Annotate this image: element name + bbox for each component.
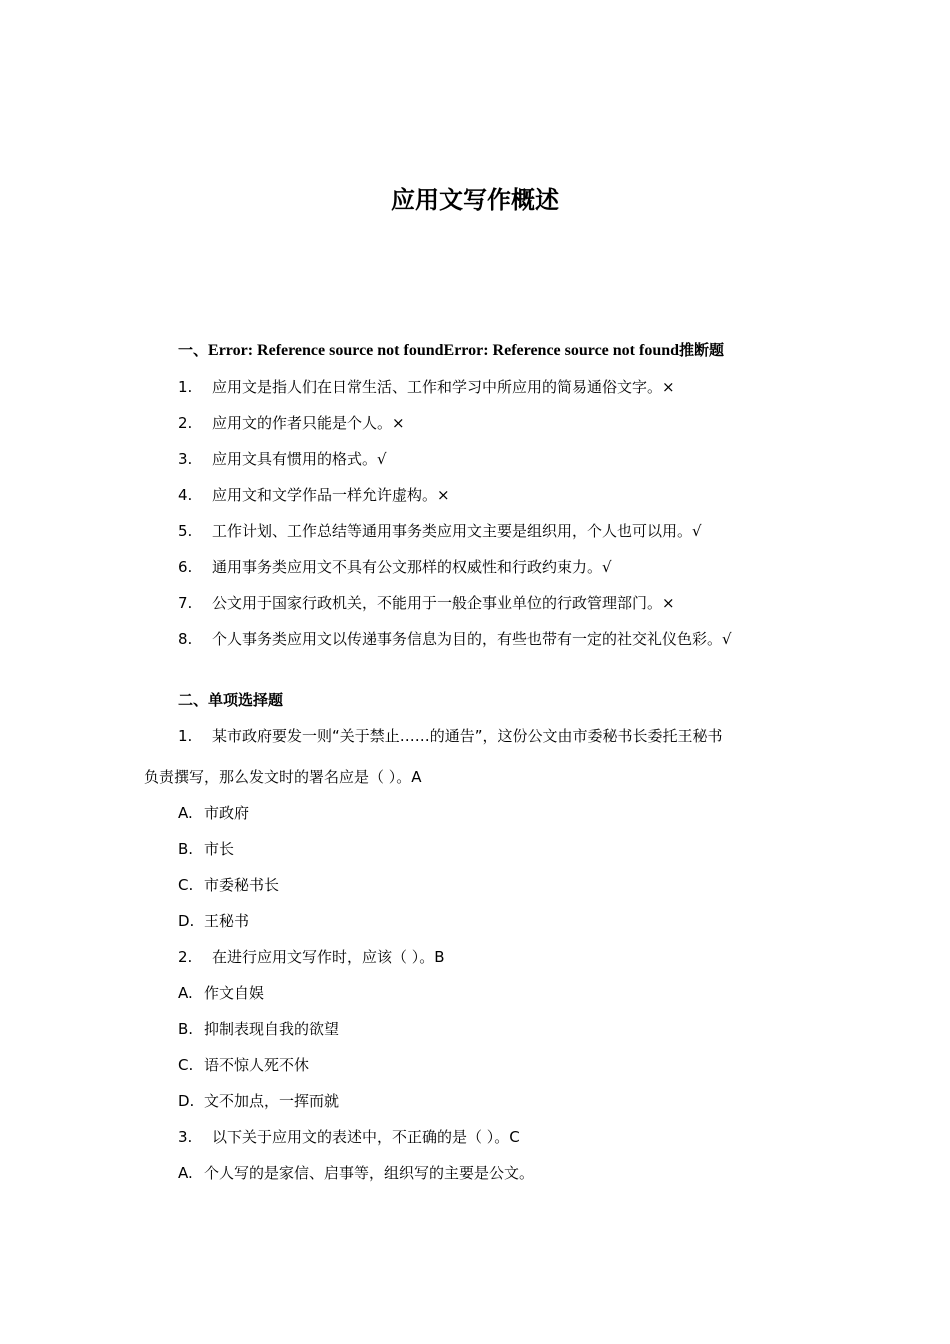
section1-prefix: 一、 [178,341,209,359]
option-item [178,838,234,860]
question-number: 3. [178,1128,193,1146]
list-item [178,484,450,506]
item-number: 1. [178,378,193,396]
question-number: 2. [178,948,193,966]
option-text: 个人写的是家信、启事等，组织写的主要是公文。 [204,1164,535,1182]
option-letter: B. [178,1020,194,1038]
item-number: 8. [178,630,193,648]
item-number: 7. [178,594,193,612]
option-letter: C. [178,876,194,894]
option-item [178,1162,534,1184]
list-item [178,628,732,650]
option-text: 抑制表现自我的欲望 [204,1020,340,1038]
section1-heading [178,339,724,362]
option-letter: D. [178,912,195,930]
option-letter: B. [178,840,194,858]
section1-error-text: Error: Reference source not foundError: Reference source not found [208,342,680,359]
section2-heading: 二、单项选择题 [178,691,284,709]
option-letter: A. [178,984,193,1002]
list-item [178,448,387,470]
list-item [178,592,675,614]
item-text: 应用文是指人们在日常生活、工作和学习中所应用的简易通俗文字。× [212,378,675,396]
question-text-line1: 某市政府要发一则“关于禁止……的通告”，这份公文由市委秘书长委托王秘书 [212,727,723,745]
question-3 [178,1126,520,1148]
item-text: 通用事务类应用文不具有公文那样的权威性和行政约束力。√ [212,558,612,576]
item-text: 公文用于国家行政机关，不能用于一般企事业单位的行政管理部门。× [212,594,675,612]
option-text: 市委秘书长 [204,876,280,894]
item-number: 6. [178,558,193,576]
option-item [178,874,279,896]
list-item [178,520,702,542]
option-letter: A. [178,1164,193,1182]
option-item [178,1054,309,1076]
question-text-line2: 负责撰写，那么发文时的署名应是（ ）。A [144,768,422,786]
item-text: 应用文和文学作品一样允许虚构。× [212,486,450,504]
list-item [178,376,675,398]
list-item [178,556,612,578]
option-text: 语不惊人死不休 [204,1056,310,1074]
option-text: 文不加点，一挥而就 [204,1092,340,1110]
option-text: 市长 [204,840,235,858]
item-number: 2. [178,414,193,432]
option-text: 市政府 [204,804,250,822]
question-number: 1. [178,727,193,745]
page-title: 应用文写作概述 [391,186,559,214]
list-item [178,412,405,434]
item-text: 工作计划、工作总结等通用事务类应用文主要是组织用，个人也可以用。√ [212,522,702,540]
option-item [178,1018,339,1040]
option-letter: D. [178,1092,195,1110]
option-item [178,1090,339,1112]
item-number: 5. [178,522,193,540]
option-item [178,802,249,824]
section1-suffix: 推断题 [679,341,725,359]
option-letter: A. [178,804,193,822]
option-item [178,910,249,932]
question-2 [178,946,445,968]
question-text: 在进行应用文写作时，应该（ ）。B [212,948,445,966]
item-number: 3. [178,450,193,468]
item-text: 应用文的作者只能是个人。× [212,414,405,432]
item-text: 个人事务类应用文以传递事务信息为目的，有些也带有一定的社交礼仪色彩。√ [212,630,732,648]
option-letter: C. [178,1056,194,1074]
question-text: 以下关于应用文的表述中，不正确的是（ ）。C [212,1128,520,1146]
option-item [178,982,264,1004]
question-1 [178,725,723,747]
option-text: 王秘书 [204,912,250,930]
item-text: 应用文具有惯用的格式。√ [212,450,387,468]
item-number: 4. [178,486,193,504]
option-text: 作文自娱 [204,984,265,1002]
